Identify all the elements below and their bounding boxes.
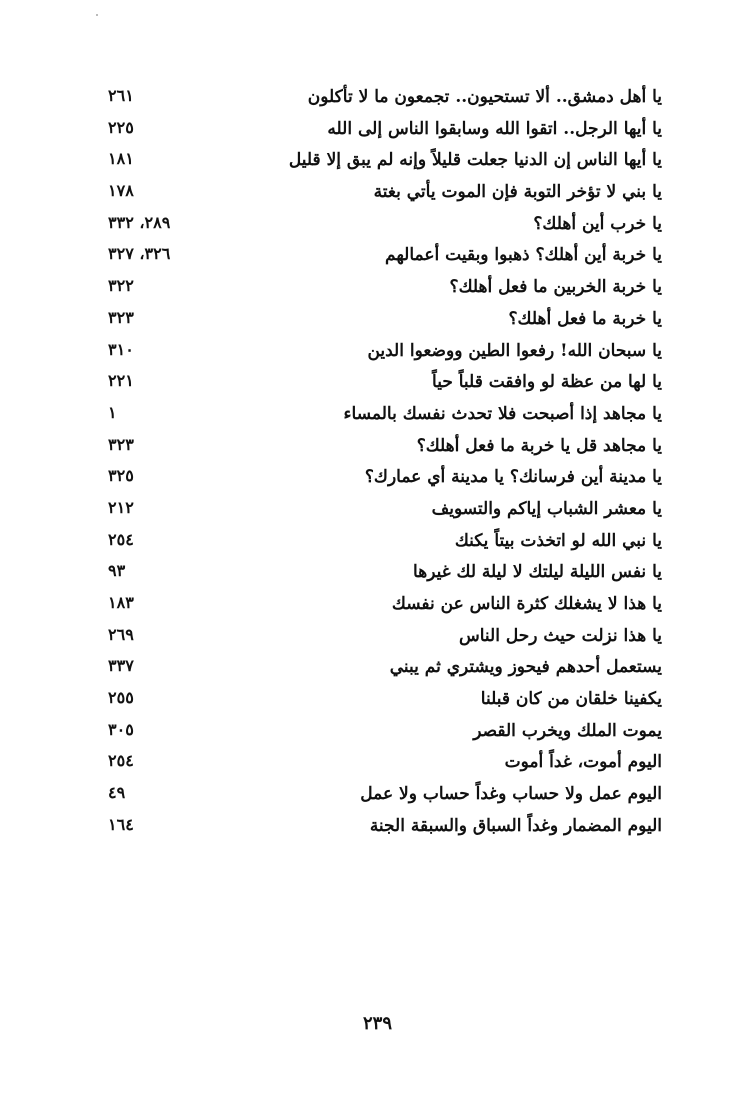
- index-page-numbers: ٣١٠: [108, 339, 134, 359]
- index-row: [90, 717, 670, 749]
- index-page-numbers: ٢١٢: [108, 497, 134, 517]
- index-phrase: يا مجاهد قل يا خربة ما فعل أهلك؟: [416, 435, 662, 456]
- index-phrase: يكفينا خلقان من كان قبلنا: [480, 689, 662, 710]
- index-page-numbers: ٢٥٤: [108, 529, 134, 549]
- index-row: [90, 368, 670, 400]
- index-row: [90, 527, 670, 559]
- index-phrase: يا لها من عظة لو وافقت قلباً حياً: [432, 372, 662, 393]
- index-row: [90, 685, 670, 717]
- index-phrase: يا هذا لا يشغلك كثرة الناس عن نفسك: [391, 594, 662, 614]
- index-page-numbers: ٣٢٣: [108, 434, 134, 454]
- index-page-numbers: ٩٣: [108, 561, 126, 581]
- index-row: [90, 210, 670, 242]
- index-page-numbers: ١٨٣: [108, 593, 134, 612]
- index-phrase: يا خربة أين أهلك؟ ذهبوا وبقيت أعمالهم: [385, 245, 662, 266]
- index-phrase: يا نفس الليلة ليلتك لا ليلة لك غيرها: [413, 562, 662, 583]
- index-page-numbers: ٣٠٥: [108, 719, 134, 739]
- index-page-numbers: ٢٥٥: [108, 688, 134, 708]
- index-page-numbers: ٤٩: [108, 783, 126, 803]
- index-row: [90, 495, 670, 527]
- index-page-numbers: ٣٢٣: [108, 307, 134, 327]
- index-page-numbers: ١٨١: [108, 149, 134, 169]
- index-phrase: يا معشر الشباب إياكم والتسويف: [431, 498, 662, 519]
- index-phrase: اليوم المضمار وغداً السباق والسبقة الجنة: [369, 815, 662, 836]
- index-row: [90, 653, 670, 685]
- index-row: [90, 146, 670, 178]
- index-row: [90, 305, 670, 337]
- index-row: [90, 622, 670, 654]
- index-page-numbers: ١٧٨: [108, 181, 134, 201]
- index-phrase: يا سبحان الله! رفعوا الطين ووضعوا الدين: [367, 340, 662, 361]
- index-row: [90, 400, 670, 432]
- page-number: ٢٣٩: [362, 1013, 392, 1034]
- index-page-numbers: ١٦٤: [108, 814, 134, 834]
- index-phrase: يا هذا نزلت حيث رحل الناس: [459, 625, 662, 646]
- index-phrase: يا نبي الله لو اتخذت بيتاً يكنك: [454, 530, 662, 551]
- index-row: [90, 558, 670, 590]
- index-phrase: يموت الملك ويخرب القصر: [473, 720, 662, 741]
- index-phrase: يا أهل دمشق.. ألا تستحيون.. تجمعون ما لا تأكلون: [307, 87, 662, 107]
- index-phrase: اليوم أموت، غداً أموت: [504, 752, 662, 773]
- index-page-numbers: ٢٦٩: [108, 624, 134, 644]
- index-page-numbers: ٢٥٤: [108, 751, 134, 771]
- index-page-numbers: ٢٦١: [108, 86, 134, 105]
- scan-speck: [96, 14, 98, 16]
- index-row: [90, 241, 670, 273]
- index-row: [90, 590, 670, 622]
- index-row: [90, 337, 670, 369]
- index-row: [90, 178, 670, 210]
- index-row: [90, 463, 670, 495]
- index-page-numbers: ٣٢٦، ٣٢٧: [108, 244, 171, 264]
- index-page-numbers: ٣٢٥: [108, 466, 134, 486]
- index-row: [90, 780, 670, 812]
- index-phrase: يا مجاهد إذا أصبحت فلا تحدث نفسك بالمساء: [343, 403, 662, 424]
- index-phrase: يستعمل أحدهم فيحوز ويشتري ثم يبني: [389, 657, 662, 678]
- index-list: [90, 83, 670, 844]
- index-page-numbers: ٢٨٩، ٣٣٢: [108, 212, 171, 232]
- index-phrase: يا خربة ما فعل أهلك؟: [508, 308, 662, 329]
- index-row: [90, 83, 670, 115]
- index-row: [90, 115, 670, 147]
- index-phrase: يا مدينة أين فرسانك؟ يا مدينة أي عمارك؟: [364, 467, 662, 488]
- index-row: [90, 748, 670, 780]
- index-phrase: يا خربة الخربين ما فعل أهلك؟: [449, 277, 662, 298]
- index-row: [90, 812, 670, 844]
- index-page-numbers: ١: [108, 402, 117, 422]
- index-phrase: يا أيها الناس إن الدنيا جعلت قليلاً وإنه لم يبق إلا قليل: [288, 150, 662, 171]
- index-row: [90, 273, 670, 305]
- index-phrase: يا خرب أين أهلك؟: [533, 213, 662, 234]
- index-phrase: اليوم عمل ولا حساب وغداً حساب ولا عمل: [360, 784, 662, 805]
- index-page-numbers: ٣٢٢: [108, 276, 134, 296]
- index-phrase: يا بني لا تؤخر التوبة فإن الموت يأتي بغتة: [373, 182, 662, 203]
- index-page-numbers: ٣٣٧: [108, 656, 134, 676]
- index-row: [90, 432, 670, 464]
- index-page-numbers: ٢٢١: [108, 371, 134, 391]
- index-page-numbers: ٢٢٥: [108, 117, 134, 137]
- index-phrase: يا أيها الرجل.. اتقوا الله وسابقوا الناس إلى الله: [327, 118, 662, 139]
